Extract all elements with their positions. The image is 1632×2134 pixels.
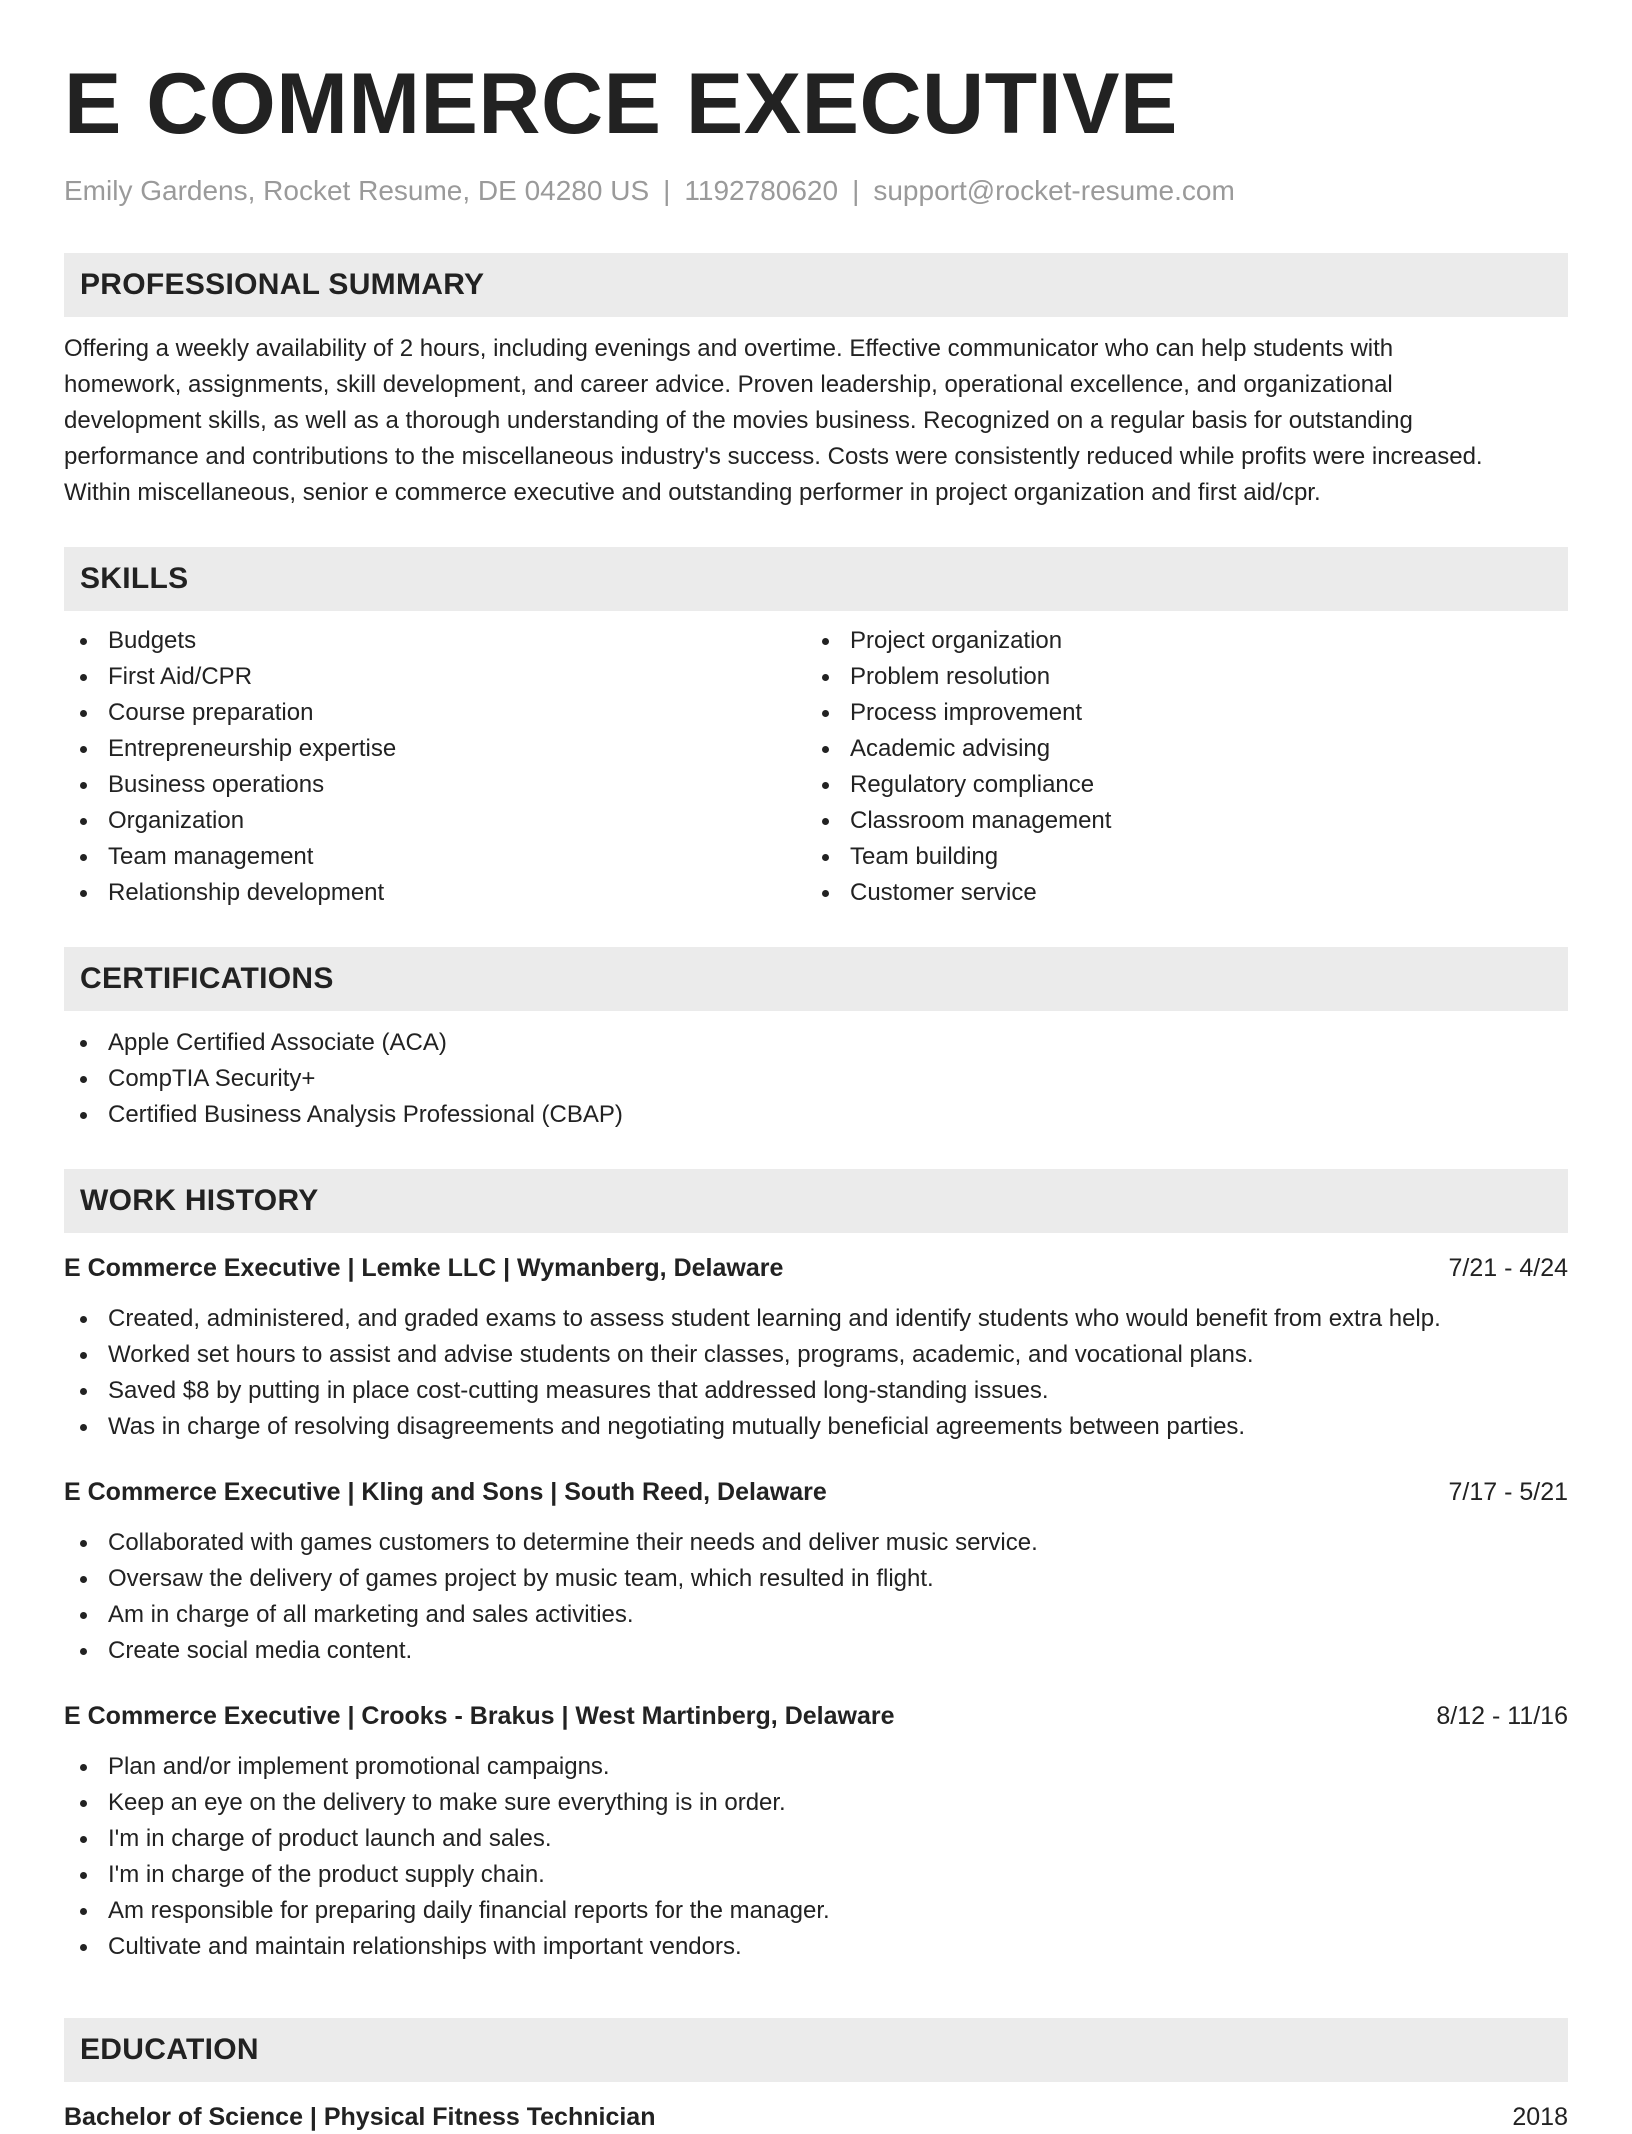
contact-separator: | bbox=[663, 175, 671, 206]
certifications-list bbox=[64, 1025, 1568, 1133]
job-bullet: Am responsible for preparing daily financial reports for the manager. bbox=[64, 1893, 1568, 1929]
skill-item: Customer service bbox=[806, 875, 1548, 911]
job-entry bbox=[64, 1475, 1568, 1669]
job-bullet: Plan and/or implement promotional campaigns. bbox=[64, 1749, 1568, 1785]
skill-item: Budgets bbox=[64, 623, 806, 659]
job-bullet: Cultivate and maintain relationships with important vendors. bbox=[64, 1929, 1568, 1965]
skill-item: Process improvement bbox=[806, 695, 1548, 731]
job-title: E Commerce Executive | Lemke LLC | Wymanberg, Delaware bbox=[64, 1254, 784, 1282]
summary-line: Offering a weekly availability of 2 hours, including evenings and overtime. Effective communicator who can help students with bbox=[64, 335, 1394, 362]
education-date: 2018 bbox=[1512, 2103, 1568, 2131]
page-title: E COMMERCE EXECUTIVE bbox=[64, 56, 1178, 152]
section-heading-certifications: CERTIFICATIONS bbox=[64, 947, 1568, 1011]
education-entry bbox=[64, 2100, 1568, 2134]
skills-column-left bbox=[64, 623, 806, 911]
skills-column-right bbox=[806, 623, 1548, 911]
skill-item: Problem resolution bbox=[806, 659, 1548, 695]
contact-email: support@rocket-resume.com bbox=[873, 175, 1235, 206]
summary-line: performance and contributions to the miscellaneous industry's success. Costs were consistently reduced while profits were increased. bbox=[64, 443, 1483, 470]
skill-item: Classroom management bbox=[806, 803, 1548, 839]
skill-item: Organization bbox=[64, 803, 806, 839]
job-header bbox=[64, 1699, 1568, 1733]
job-dates: 8/12 - 11/16 bbox=[1436, 1702, 1568, 1730]
section-heading-work-history: WORK HISTORY bbox=[64, 1169, 1568, 1233]
job-dates: 7/17 - 5/21 bbox=[1448, 1478, 1568, 1506]
job-bullets bbox=[64, 1525, 1568, 1669]
job-header bbox=[64, 1475, 1568, 1509]
job-bullet: Keep an eye on the delivery to make sure everything is in order. bbox=[64, 1785, 1568, 1821]
skill-item: Team management bbox=[64, 839, 806, 875]
job-entry bbox=[64, 1251, 1568, 1445]
job-bullets bbox=[64, 1301, 1568, 1445]
job-bullet: Worked set hours to assist and advise students on their classes, programs, academic, and vocational plans. bbox=[64, 1337, 1568, 1373]
skill-item: Academic advising bbox=[806, 731, 1548, 767]
summary-text bbox=[64, 331, 1568, 511]
skill-item: Regulatory compliance bbox=[806, 767, 1548, 803]
section-heading-summary: PROFESSIONAL SUMMARY bbox=[64, 253, 1568, 317]
certification-item: Certified Business Analysis Professional (CBAP) bbox=[64, 1097, 1568, 1133]
job-header bbox=[64, 1251, 1568, 1285]
job-bullet: I'm in charge of the product supply chain. bbox=[64, 1857, 1568, 1893]
work-history-section bbox=[64, 1169, 1568, 1995]
certifications-section bbox=[64, 947, 1568, 1133]
job-bullet: Saved $8 by putting in place cost-cutting measures that addressed long-standing issues. bbox=[64, 1373, 1568, 1409]
job-bullet: Oversaw the delivery of games project by music team, which resulted in flight. bbox=[64, 1561, 1568, 1597]
job-dates: 7/21 - 4/24 bbox=[1448, 1254, 1568, 1282]
job-title: E Commerce Executive | Kling and Sons | South Reed, Delaware bbox=[64, 1478, 827, 1506]
skill-item: Project organization bbox=[806, 623, 1548, 659]
certification-item: Apple Certified Associate (ACA) bbox=[64, 1025, 1568, 1061]
summary-section bbox=[64, 253, 1568, 511]
job-title: E Commerce Executive | Crooks - Brakus | West Martinberg, Delaware bbox=[64, 1702, 895, 1730]
resume-header bbox=[64, 0, 1568, 208]
skill-item: Business operations bbox=[64, 767, 806, 803]
job-entry bbox=[64, 1699, 1568, 1965]
job-bullet: Collaborated with games customers to determine their needs and deliver music service. bbox=[64, 1525, 1568, 1561]
summary-line: Within miscellaneous, senior e commerce executive and outstanding performer in project organization and first aid/cpr. bbox=[64, 479, 1321, 506]
job-bullet: Created, administered, and graded exams to assess student learning and identify students who would benefit from extra help. bbox=[64, 1301, 1568, 1337]
job-bullet: Create social media content. bbox=[64, 1633, 1568, 1669]
contact-address: Emily Gardens, Rocket Resume, DE 04280 US bbox=[64, 175, 650, 206]
summary-line: development skills, as well as a thorough understanding of the movies business. Recognized on a regular basis for outstanding bbox=[64, 407, 1413, 434]
education-title: Bachelor of Science | Physical Fitness Technician bbox=[64, 2103, 656, 2131]
certification-item: CompTIA Security+ bbox=[64, 1061, 1568, 1097]
skill-item: Team building bbox=[806, 839, 1548, 875]
section-heading-education: EDUCATION bbox=[64, 2018, 1568, 2082]
education-section bbox=[64, 2018, 1568, 2134]
skill-item: First Aid/CPR bbox=[64, 659, 806, 695]
contact-phone: 1192780620 bbox=[684, 175, 839, 206]
skills-section bbox=[64, 547, 1568, 911]
skills-grid bbox=[64, 623, 1568, 911]
skill-item: Relationship development bbox=[64, 875, 806, 911]
job-bullet: I'm in charge of product launch and sales. bbox=[64, 1821, 1568, 1857]
job-bullet: Was in charge of resolving disagreements and negotiating mutually beneficial agreements between parties. bbox=[64, 1409, 1568, 1445]
skill-item: Course preparation bbox=[64, 695, 806, 731]
contact-line bbox=[64, 174, 1568, 208]
skill-item: Entrepreneurship expertise bbox=[64, 731, 806, 767]
job-bullet: Am in charge of all marketing and sales activities. bbox=[64, 1597, 1568, 1633]
job-bullets bbox=[64, 1749, 1568, 1965]
summary-line: homework, assignments, skill development, and career advice. Proven leadership, operational excellence, and organizational bbox=[64, 371, 1393, 398]
contact-separator: | bbox=[852, 175, 860, 206]
section-heading-skills: SKILLS bbox=[64, 547, 1568, 611]
